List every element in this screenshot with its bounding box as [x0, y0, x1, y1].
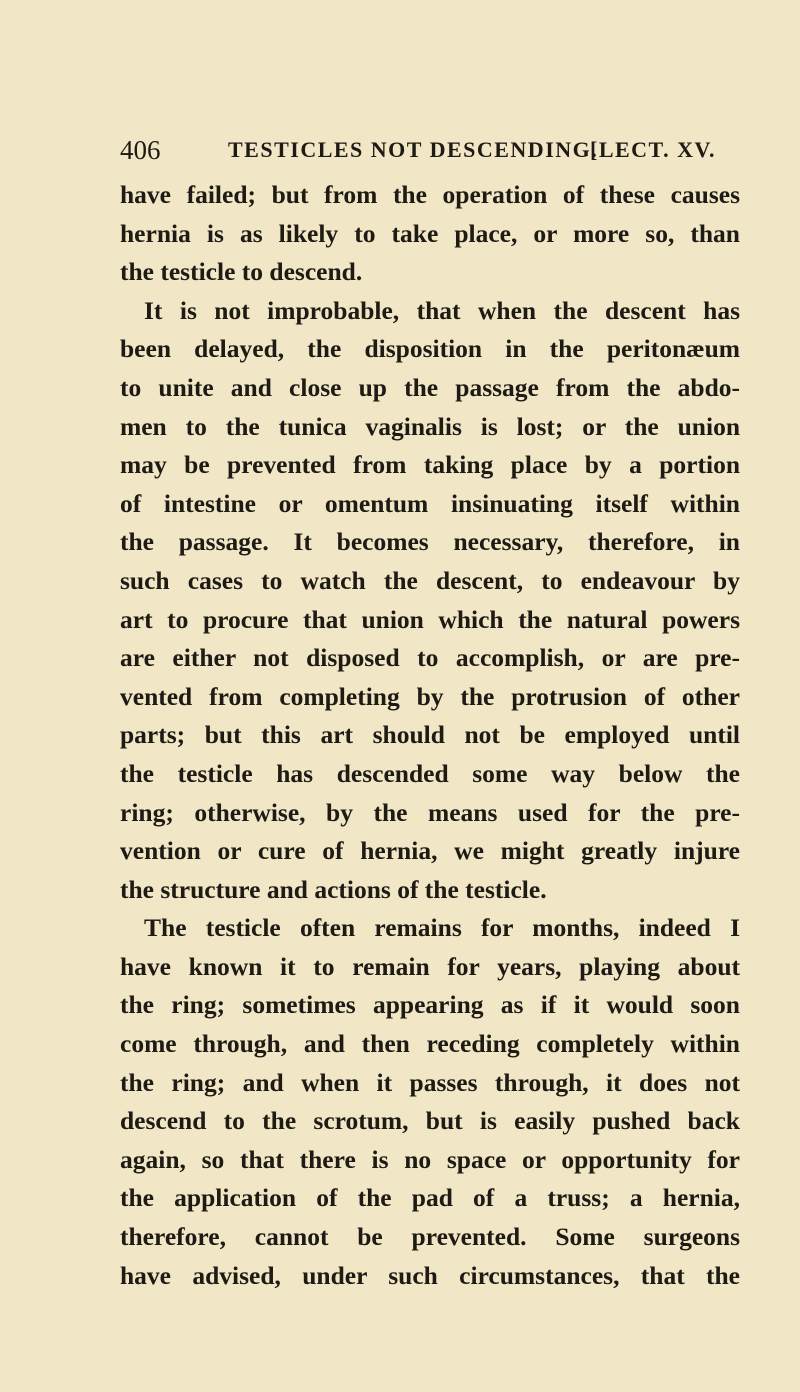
lecture-label: [LECT. XV. — [590, 137, 717, 162]
text-line: hernia is as likely to take place, or more so, than — [120, 218, 740, 248]
text-line: such cases to watch the descent, to endeavour by — [120, 565, 740, 595]
text-line: parts; but this art should not be employed until — [120, 720, 740, 750]
text-line: the application of the pad of a truss; a hernia, — [120, 1183, 740, 1213]
text-line: the passage. It becomes necessary, therefore, in — [120, 527, 740, 557]
text-line: therefore, cannot be prevented. Some surgeons — [120, 1222, 740, 1252]
page-number: 406 — [120, 135, 161, 165]
text-line: ring; otherwise, by the means used for the pre- — [120, 797, 740, 827]
text-line: been delayed, the disposition in the peritonæum — [120, 334, 740, 364]
body-text — [120, 176, 740, 1295]
text-line: the structure and actions of the testicle. — [120, 874, 547, 904]
text-line: have advised, under such circumstances, that the — [120, 1260, 740, 1290]
text-line: men to the tunica vaginalis is lost; or the union — [120, 411, 740, 441]
text-line: the ring; and when it passes through, it does not — [120, 1067, 740, 1097]
text-line: of intestine or omentum insinuating itself within — [120, 488, 740, 518]
text-line: to unite and close up the passage from the abdo- — [120, 372, 740, 402]
text-line: the testicle to descend. — [120, 257, 363, 287]
running-title: TESTICLES NOT DESCENDING. — [228, 137, 599, 162]
text-line: come through, and then receding completely within — [120, 1029, 740, 1059]
running-head — [120, 130, 740, 170]
text-line: It is not improbable, that when the descent has — [144, 295, 740, 325]
text-line: are either not disposed to accomplish, or are pre- — [120, 643, 740, 673]
text-line: have known it to remain for years, playing about — [120, 951, 740, 981]
text-line: again, so that there is no space or opportunity for — [120, 1144, 740, 1174]
text-line: art to procure that union which the natural powers — [120, 604, 740, 634]
text-line: the ring; sometimes appearing as if it would soon — [120, 990, 740, 1020]
text-line: may be prevented from taking place by a portion — [120, 450, 740, 480]
text-line: The testicle often remains for months, indeed I — [144, 913, 740, 943]
text-line: descend to the scrotum, but is easily pushed back — [120, 1106, 740, 1136]
text-line: vented from completing by the protrusion of other — [120, 681, 740, 711]
text-line: vention or cure of hernia, we might greatly injure — [120, 836, 740, 866]
text-line: the testicle has descended some way below the — [120, 758, 740, 788]
text-line: have failed; but from the operation of these causes — [120, 180, 740, 209]
